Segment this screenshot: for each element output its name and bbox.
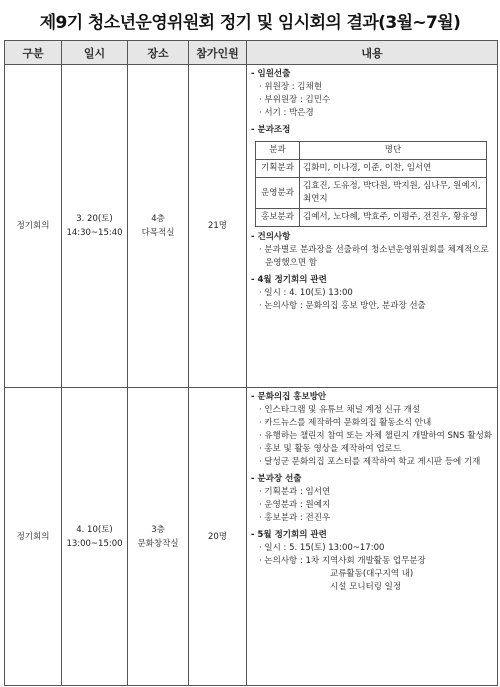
list-item-continuation: 교류활동(대구지역 내) [330, 569, 414, 579]
list-item: · 카드뉴스를 제작하여 문화의집 활동소식 안내 [259, 418, 432, 428]
list-item: · 인스타그램 및 유튜브 채널 계정 신규 개설 [259, 405, 421, 415]
meeting-type: 정기회의 [5, 388, 62, 686]
list-item: · 논의사항 : 문화의집 홍보 방안, 분과장 선출 [259, 301, 426, 311]
table-header-row [5, 41, 498, 65]
meeting-date: 4. 10(토) [76, 524, 113, 535]
team-name: 기획분과 [256, 160, 300, 178]
team-name: 운영분과 [256, 178, 300, 209]
meeting-datetime [62, 65, 128, 388]
list-item-continuation: 시설 모니터링 일정 [330, 582, 402, 592]
section-title: - 4월 정기회의 관련 [251, 275, 327, 285]
section-title: - 건의사항 [251, 232, 291, 242]
meeting-attendees: 21명 [189, 65, 247, 388]
table-row [256, 160, 487, 178]
table-row [256, 209, 487, 227]
page-title: 제9기 청소년운영위원회 정기 및 임시회의 결과(3월~7월) [39, 13, 461, 33]
meeting-attendees: 20명 [189, 388, 247, 686]
place-floor: 4층 [151, 214, 165, 224]
list-item: · 위원장 : 김채현 [259, 82, 322, 92]
meeting-place [128, 388, 189, 686]
table-row [256, 178, 487, 209]
list-item: · 서기 : 박은경 [259, 108, 314, 118]
header-place: 장소 [128, 41, 189, 65]
list-item: · 일시 : 4. 10(토) 13:00 [259, 288, 353, 298]
section-title: - 임원선출 [251, 69, 291, 79]
team-members: 김효진, 도유정, 박다원, 박지원, 심나무, 원예지, 최연지 [300, 178, 487, 209]
place-room: 다목적실 [141, 228, 175, 238]
list-item: · 부위원장 : 김민수 [259, 95, 331, 105]
section-title: - 분과조정 [251, 125, 291, 135]
header-attendees: 참가인원 [189, 41, 247, 65]
meeting-date: 3. 20(토) [76, 214, 113, 224]
list-item: · 분과별로 분과장을 선출하여 청소년운영위원회를 체계적으로 운영했으면 함 [259, 245, 489, 268]
table-row [5, 65, 498, 388]
team-members: 김예서, 노다혜, 박효주, 이평주, 전진우, 황유영 [300, 209, 487, 227]
list-item: · 운영분과 : 원예지 [259, 500, 331, 510]
header-content: 내용 [247, 41, 498, 65]
section-title: - 문화의집 홍보방안 [251, 392, 327, 402]
list-item: · 달성군 문화의집 포스터를 제작하여 학교 게시판 등에 기재 [259, 457, 481, 467]
list-item: · 일시 : 5. 15(토) 13:00~17:00 [259, 543, 385, 553]
place-floor: 3층 [151, 524, 165, 535]
header-datetime: 일시 [62, 41, 128, 65]
table-row [5, 388, 498, 686]
meeting-type: 정기회의 [5, 65, 62, 388]
meeting-time: 13:00~15:00 [66, 538, 123, 549]
sub-header-members: 명단 [300, 142, 487, 160]
list-item: · 홍보분과 : 전진우 [259, 513, 331, 523]
list-item: · 논의사항 : 1차 지역사회 개발활동 업무분장 [259, 556, 426, 566]
meeting-time: 14:30~15:40 [66, 228, 123, 238]
meeting-results-table [4, 40, 498, 686]
section-title: - 분과장 선출 [251, 474, 302, 484]
meeting-content [247, 388, 498, 686]
sub-header-team: 분과 [256, 142, 300, 160]
list-item: · 기획분과 : 임서연 [259, 487, 331, 497]
team-members: 김화미, 이나경, 이준, 이찬, 임서연 [300, 160, 487, 178]
team-name: 홍보분과 [256, 209, 300, 227]
meeting-content [247, 65, 498, 388]
header-category: 구분 [5, 41, 62, 65]
meeting-datetime [62, 388, 128, 686]
meeting-place [128, 65, 189, 388]
section-title: - 5월 정기회의 관련 [251, 530, 327, 540]
list-item: · 유행하는 챌린지 참여 또는 자체 챌린지 개발하여 SNS 활성화 [259, 431, 493, 441]
team-assignment-table [255, 141, 487, 227]
list-item: · 홍보 및 활동 영상을 제작하여 업로드 [259, 444, 402, 454]
place-room: 문화창작실 [137, 538, 179, 549]
